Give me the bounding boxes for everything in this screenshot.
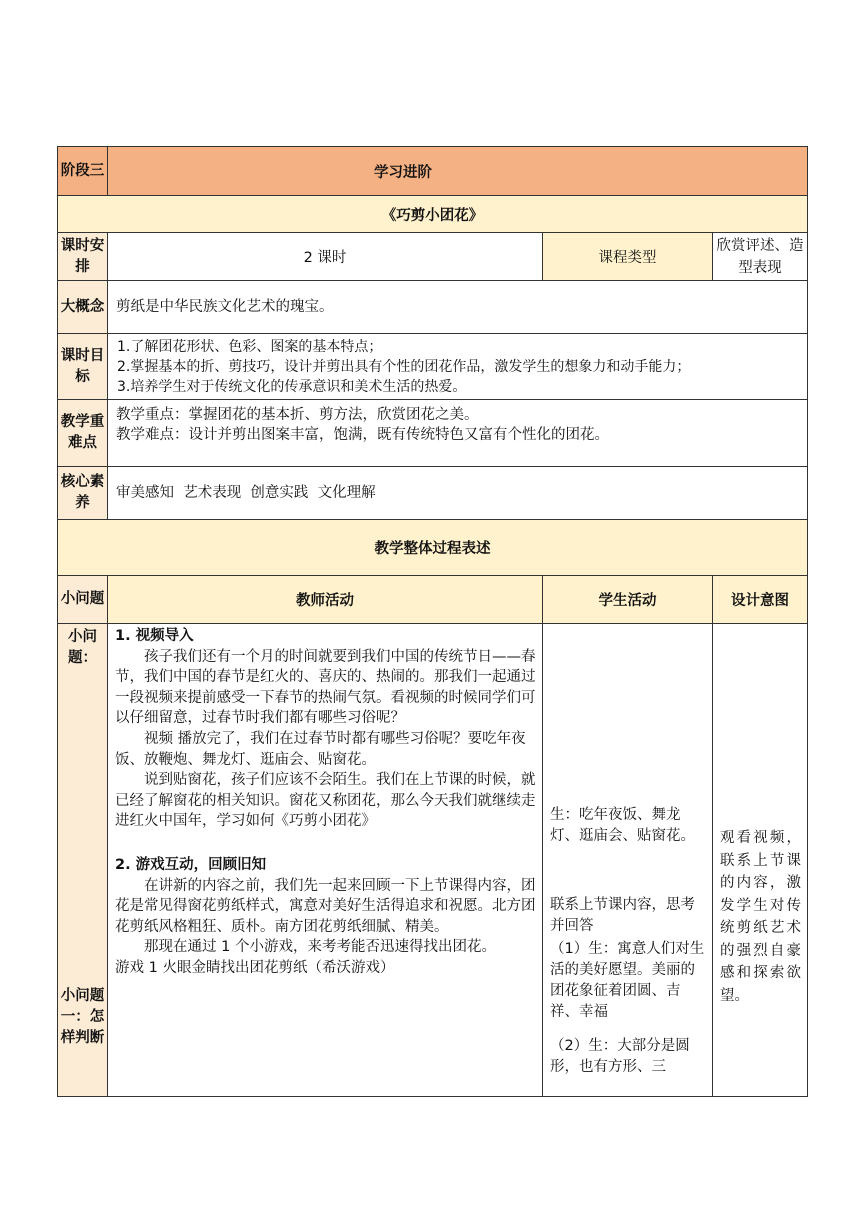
key-points-label: 教学重难点	[58, 400, 108, 467]
student-header: 学生活动	[543, 576, 713, 624]
teacher-header: 教师活动	[108, 576, 543, 624]
schedule-label: 课时安排	[58, 233, 108, 281]
section-game-title: 2. 游戏互动，回顾旧知	[115, 856, 267, 873]
course-type-label: 课程类型	[543, 233, 713, 281]
student-answer: （1）生：寓意人们对生活的美好愿望。美丽的团花象征着团圆、吉祥、幸福	[550, 941, 705, 1020]
intent-header: 设计意图	[713, 576, 808, 624]
schedule-value: 2 课时	[108, 233, 543, 281]
lesson-title: 《巧剪小团花》	[58, 196, 808, 233]
paragraph: 在讲新的内容之前，我们先一起来回顾一下上节课得内容，团花是常见得窗花剪纸样式，寓意对美好生活得追求和祝愿。北方团花剪纸风格粗狂、质朴。南方团花剪纸细腻、精美。	[115, 877, 536, 935]
stage-row	[58, 147, 808, 196]
objective-item: 2.掌握基本的折、剪技巧，设计并剪出具有个性的团花作品，激发学生的想象力和动手能力；	[117, 358, 691, 375]
stage-label: 阶段三	[58, 147, 108, 196]
key-points-content	[108, 400, 808, 467]
big-concept-label: 大概念	[58, 281, 108, 334]
course-type-value: 欣赏评述、造型表现	[713, 233, 808, 281]
lesson-title-row	[58, 196, 808, 233]
paragraph: 说到贴窗花，孩子们应该不会陌生。我们在上节课的时候，就已经了解窗花的相关知识。窗花又称团花，那么今天我们就继续走进红火中国年，学习如何《巧剪小团花》	[115, 772, 536, 830]
question-top: 小问题：	[68, 629, 97, 666]
section-video-title: 1. 视频导入	[115, 628, 194, 644]
teaching-difficulty: 教学难点：设计并剪出图案丰富，饱满，既有传统特色又富有个性化的团花。	[116, 427, 609, 443]
student-answer: （2）生：大部分是圆形，也有方形、三	[550, 1038, 690, 1075]
question-bottom: 小问题一：怎样判断	[60, 988, 105, 1046]
teacher-activity	[108, 624, 543, 1097]
objectives-row	[58, 334, 808, 400]
paragraph: 游戏 1 火眼金睛找出团花剪纸（希沃游戏）	[115, 959, 395, 976]
design-intent	[713, 624, 808, 1097]
big-concept-value: 剪纸是中华民族文化艺术的瑰宝。	[108, 281, 808, 334]
question-header: 小问题	[58, 576, 108, 624]
core-literacy-label: 核心素养	[58, 467, 108, 520]
intent-text: 观看视频，联系上节课的内容，激发学生对传统剪纸艺术的强烈自豪感和探索欲望。	[720, 830, 802, 1004]
big-concept-row	[58, 281, 808, 334]
process-header-row	[58, 576, 808, 624]
key-points-row	[58, 400, 808, 467]
paragraph: 视频 播放完了，我们在过春节时都有哪些习俗呢？要吃年夜饭、放鞭炮、舞龙灯、逛庙会、贴窗花。	[115, 730, 526, 768]
lesson-plan-table	[57, 146, 808, 1097]
student-answer: 生：吃年夜饭、舞龙灯、逛庙会、贴窗花。	[550, 807, 695, 844]
core-literacy-value: 审美感知 艺术表现 创意实践 文化理解	[108, 467, 808, 520]
student-answer: 联系上节课内容，思考并回答	[550, 897, 695, 934]
stage-title: 学习进阶	[108, 147, 808, 196]
core-literacy-row	[58, 467, 808, 520]
objective-item: 3.培养学生对于传统文化的传承意识和美术生活的热爱。	[117, 378, 467, 395]
objectives-list	[108, 334, 808, 400]
question-cell	[58, 624, 108, 1097]
schedule-row	[58, 233, 808, 281]
paragraph: 孩子我们还有一个月的时间就要到我们中国的传统节日——春节，我们中国的春节是红火的、喜庆的、热闹的。那我们一起通过一段视频来提前感受一下春节的热闹气氛。看视频的时候同学们可以仔细留意，过春节时我们都有哪些习俗呢？	[115, 648, 536, 727]
paragraph: 那现在通过 1 个小游戏，来考考能否迅速得找出团花。	[144, 939, 496, 956]
objective-item: 1.了解团花形状、色彩、图案的基本特点；	[117, 338, 383, 355]
student-activity	[543, 624, 713, 1097]
objectives-label: 课时目标	[58, 334, 108, 400]
process-body-row	[58, 624, 808, 1097]
process-title: 教学整体过程表述	[58, 520, 808, 576]
teaching-focus: 教学重点：掌握团花的基本折、剪方法，欣赏团花之美。	[116, 407, 479, 423]
process-title-row	[58, 520, 808, 576]
